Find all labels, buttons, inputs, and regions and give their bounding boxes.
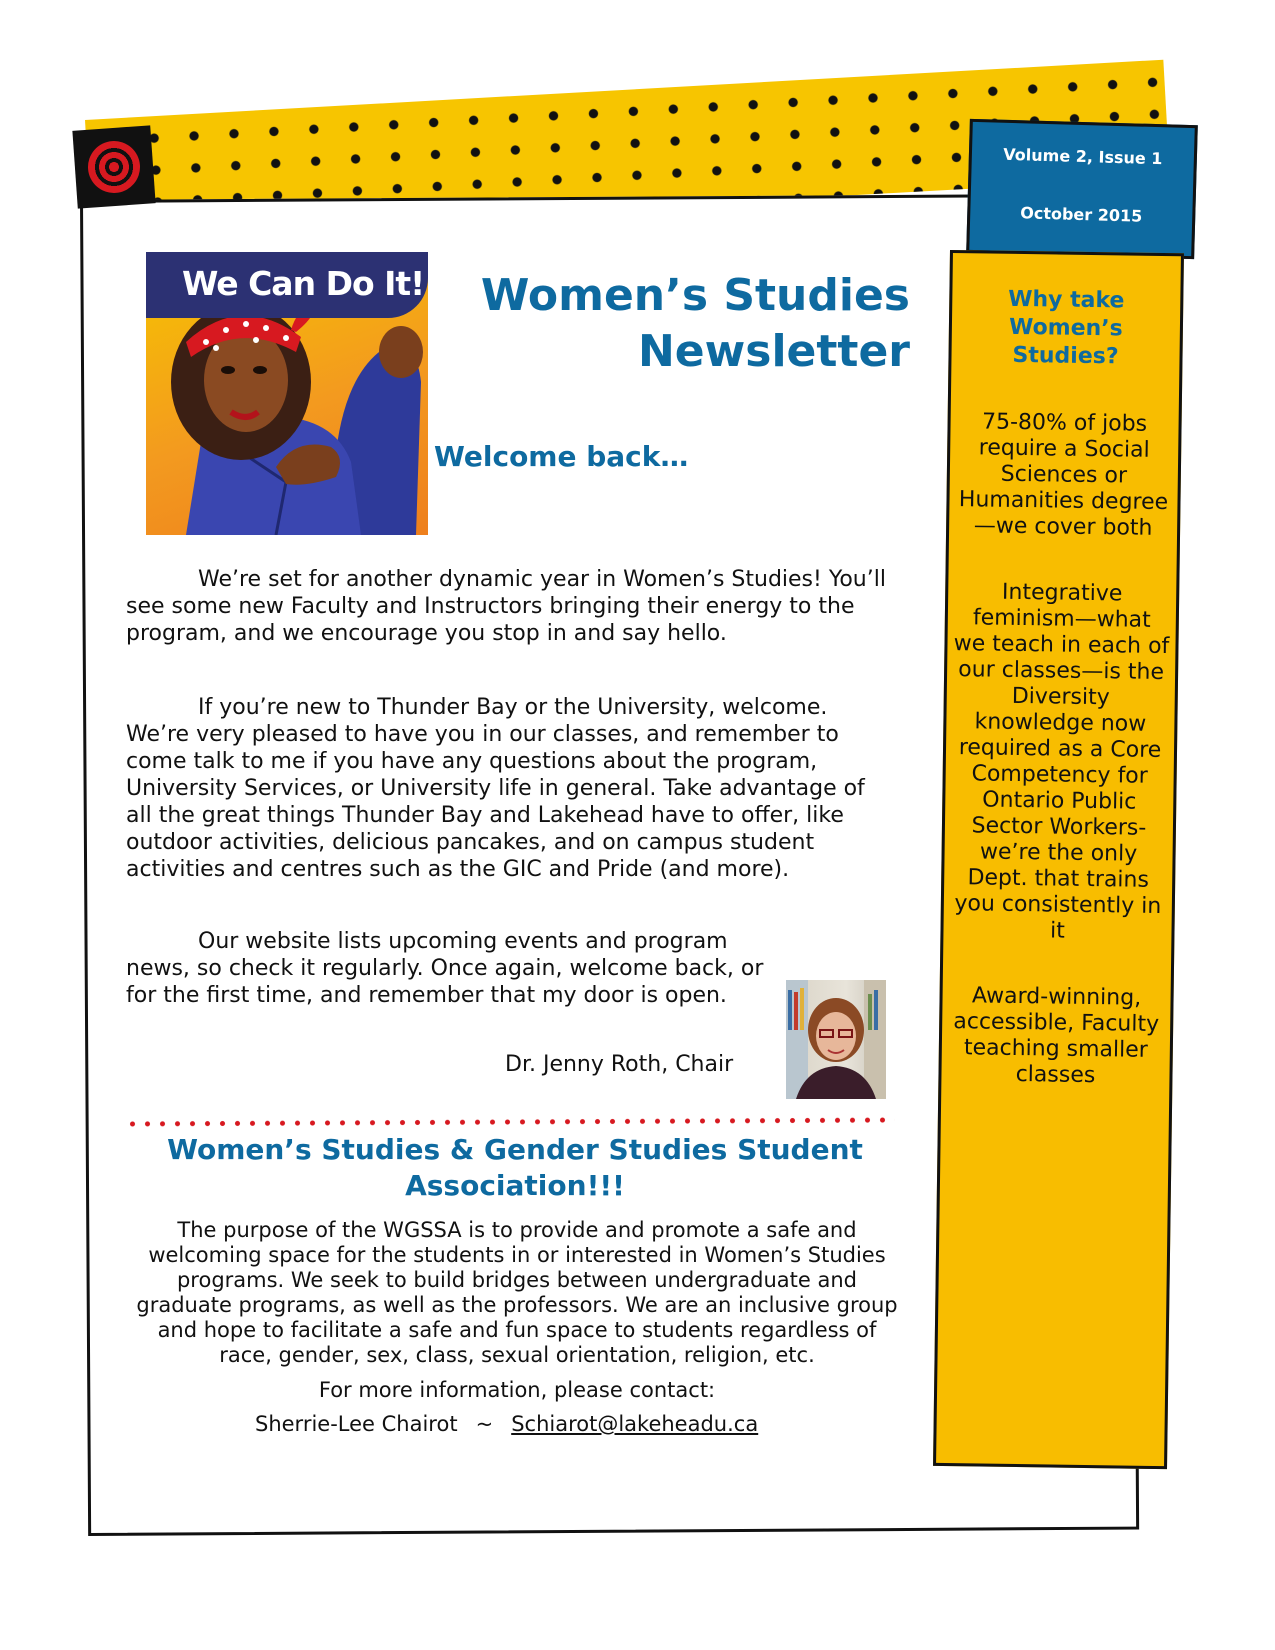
contact-line <box>255 1412 758 1436</box>
sidebar-block-feminism: Integrative feminism—what we teach in each of our classes—is the Diversity knowledge now required as a Core Competency for Ontario Public Sector Workers-we’re the only Dept. that trains you consistently in it <box>953 579 1170 944</box>
contact-name: Sherrie-Lee Chairot <box>255 1412 458 1436</box>
sidebar-title-line-2: Women’s <box>1008 314 1123 342</box>
chair-photo-illustration <box>786 980 886 1099</box>
title-line-2: Newsletter <box>637 326 910 377</box>
volume-issue: Volume 2, Issue 1 <box>1003 144 1163 169</box>
chair-photo <box>786 980 886 1099</box>
association-title <box>120 1132 910 1204</box>
welcome-heading: Welcome back… <box>434 440 689 473</box>
paragraph-2 <box>126 694 896 883</box>
issue-date: October 2015 <box>1020 203 1143 226</box>
target-icon <box>86 139 142 195</box>
sidebar-title <box>951 285 1180 372</box>
paragraph-1-text: We’re set for another dynamic year in Women’s Studies! You’ll see some new Faculty and Instructors bringing their energy to the program, and we encourage you stop in and say hello. <box>126 567 886 646</box>
target-logo-box <box>72 125 155 208</box>
sidebar-block-faculty: Award-winning, accessible, Faculty teaching smaller classes <box>953 983 1160 1089</box>
contact-email-link[interactable]: Schiarot@lakeheadu.ca <box>511 1412 759 1436</box>
contact-separator: ~ <box>475 1412 494 1436</box>
association-title-line-2: Association!!! <box>405 1169 625 1202</box>
paragraph-1 <box>126 566 896 647</box>
signature: Dr. Jenny Roth, Chair <box>505 1052 734 1077</box>
paragraph-3 <box>126 928 776 1009</box>
volume-box <box>966 119 1198 259</box>
sidebar-block-jobs: 75-80% of jobs require a Social Sciences or Humanities degree—we cover both <box>958 409 1169 541</box>
we-can-do-it-poster <box>146 252 428 535</box>
sidebar-title-line-3: Studies? <box>1012 342 1119 370</box>
association-title-line-1: Women’s Studies & Gender Studies Student <box>167 1133 863 1166</box>
association-body: The purpose of the WGSSA is to provide and promote a safe and welcoming space for the students in or interested in Women’s Studies programs. We seek to build bridges between undergraduate and graduate programs, as well as the professors. We are an inclusive group and hope to facilitate a safe and fun space to students regardless of race, gender, sex, class, sexual orientation, religion, etc. <box>136 1218 898 1367</box>
sidebar-title-line-1: Why take <box>1008 286 1125 314</box>
paragraph-2-text: If you’re new to Thunder Bay or the University, welcome. We’re very pleased to have you in our classes, and remember to come talk to me if you have any questions about the program, University Services, or University life in general. Take advantage of all the great things Thunder Bay and Lakehead have to offer, like outdoor activities, delicious pancakes, and on campus student activities and centres such as the GIC and Pride (and more). <box>126 695 865 882</box>
newsletter-title <box>430 268 910 380</box>
title-line-1: Women’s Studies <box>480 270 910 321</box>
poster-slogan: We Can Do It! <box>182 264 425 303</box>
paragraph-3-text: Our website lists upcoming events and program news, so check it regularly. Once again, welcome back, or for the first time, and remember that my door is open. <box>126 929 764 1008</box>
contact-label: For more information, please contact: <box>318 1378 716 1402</box>
sidebar <box>933 250 1184 1469</box>
